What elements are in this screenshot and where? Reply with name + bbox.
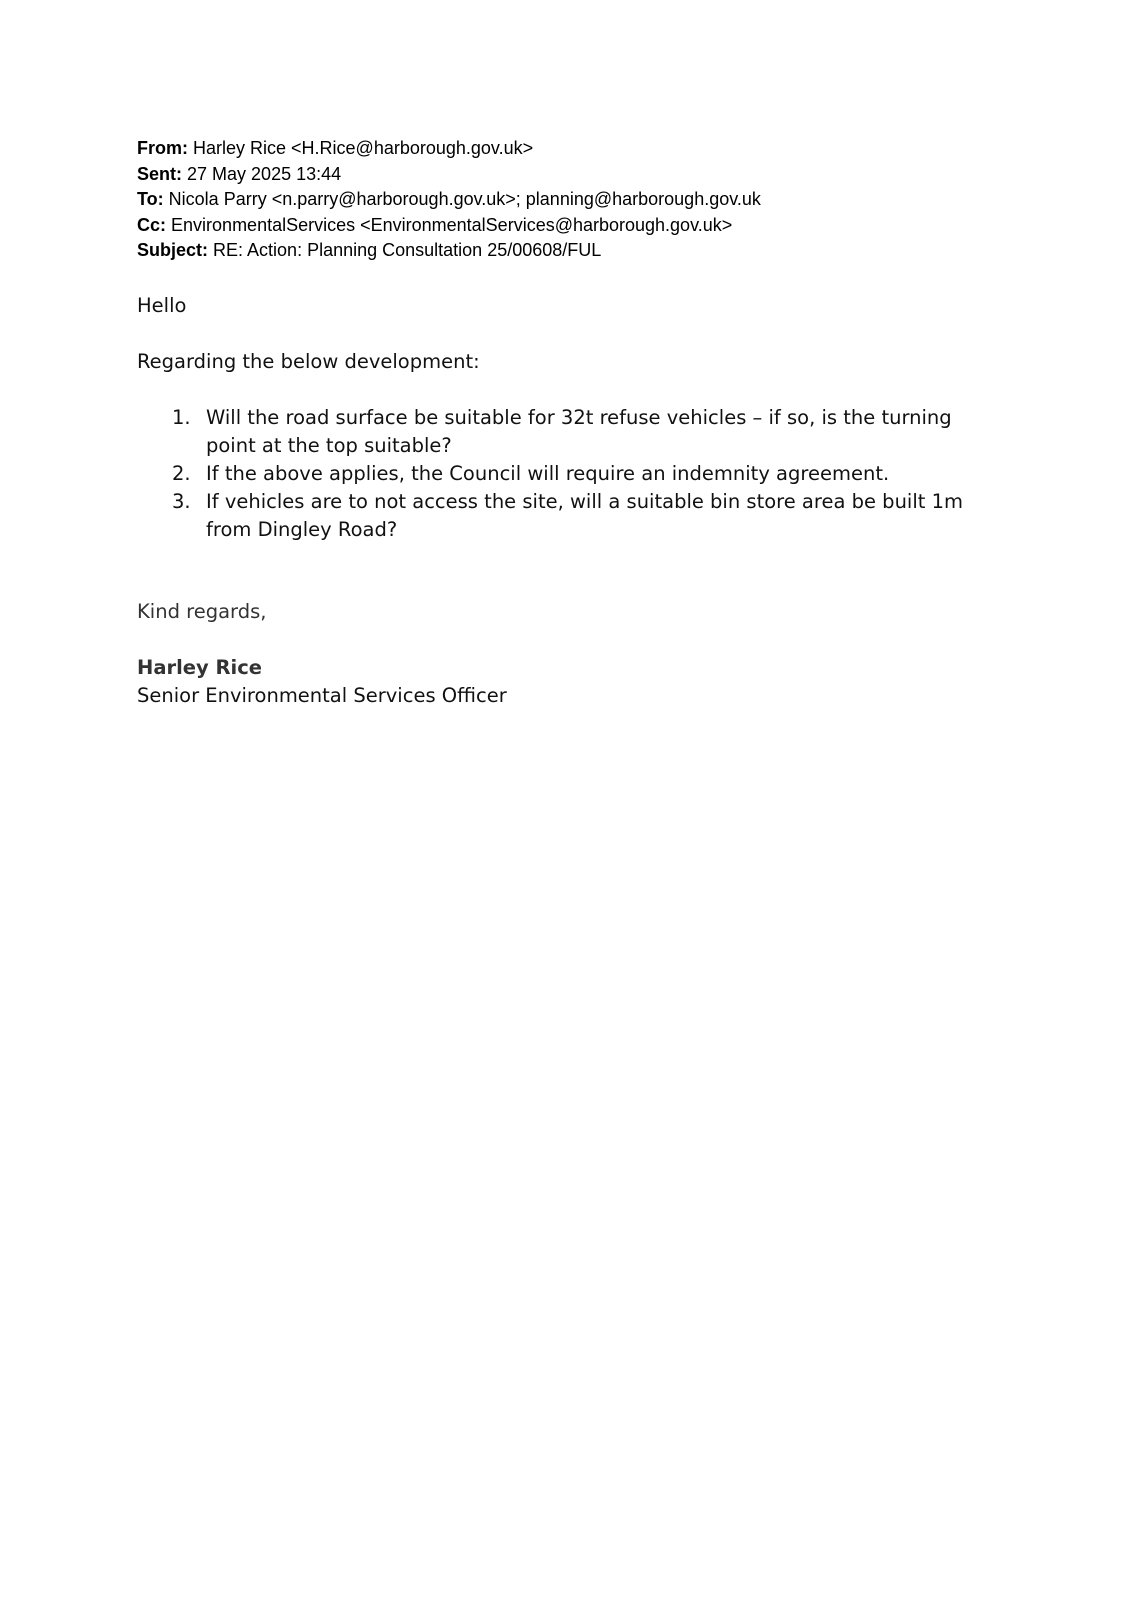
closing: Kind regards, [137,600,267,623]
from-value: Harley Rice <H.Rice@harborough.gov.uk> [193,138,534,158]
from-row [137,136,761,162]
to-value: Nicola Parry <n.parry@harborough.gov.uk>; planning@harborough.gov.uk [168,189,761,209]
cc-row [137,213,761,239]
greeting: Hello [137,294,187,317]
subject-value: RE: Action: Planning Consultation 25/00608/FUL [213,240,602,260]
to-row [137,187,761,213]
list-item [137,488,977,544]
sent-value: 27 May 2025 13:44 [187,163,342,184]
cc-label: Cc: [137,214,167,235]
signature-name: Harley Rice [137,656,262,679]
subject-label: Subject: [137,240,209,260]
to-label: To: [137,189,164,209]
list-item-text: If the above applies, the Council will require an indemnity agreement. [206,462,890,485]
sent-row [137,162,761,188]
sent-label: Sent: [137,163,182,184]
list-item [137,460,977,488]
list-item-number: 1. [172,406,191,429]
cc-value: EnvironmentalServices <EnvironmentalServices@harborough.gov.uk> [171,214,733,235]
email-header [137,136,761,264]
signature-title: Senior Environmental Services Officer [137,684,507,707]
numbered-list [137,404,977,544]
list-item-number: 2. [172,462,191,485]
list-item [137,404,977,460]
from-label: From: [137,138,188,158]
list-item-number: 3. [172,490,191,513]
subject-row [137,238,761,264]
list-item-text: If vehicles are to not access the site, will a suitable bin store area be built 1m from Dingley Road? [206,490,964,541]
intro-text: Regarding the below development: [137,350,480,373]
list-item-text: Will the road surface be suitable for 32t refuse vehicles – if so, is the turning point at the top suitable? [206,406,952,457]
